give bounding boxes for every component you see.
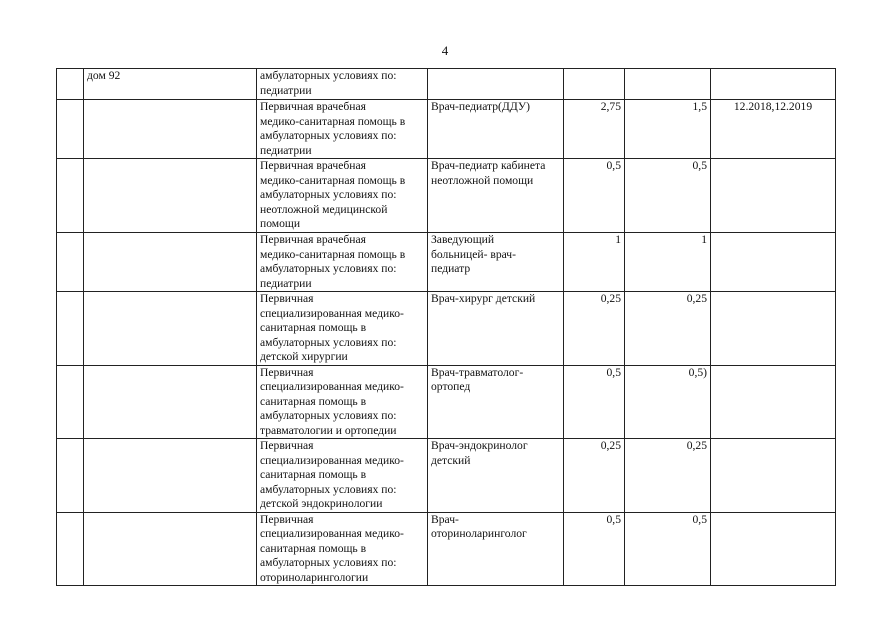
table-row bbox=[57, 100, 836, 159]
dates-cell bbox=[711, 512, 836, 586]
service-cell: Первичная специализированная медико- санитарная помощь в амбулаторных условиях по: детской хирургии bbox=[257, 292, 428, 366]
rate-filled-cell: 0,5 bbox=[625, 512, 711, 586]
table-row bbox=[57, 159, 836, 233]
position-cell: Врач-травматолог- ортопед bbox=[428, 365, 564, 439]
index-cell bbox=[57, 233, 84, 292]
dates-cell bbox=[711, 69, 836, 100]
index-cell bbox=[57, 512, 84, 586]
service-cell: Первичная врачебная медико-санитарная помощь в амбулаторных условиях по: педиатрии bbox=[257, 233, 428, 292]
address-cell bbox=[84, 159, 257, 233]
index-cell bbox=[57, 292, 84, 366]
address-cell bbox=[84, 292, 257, 366]
rate-total-cell bbox=[564, 69, 625, 100]
address-cell bbox=[84, 439, 257, 513]
rate-filled-cell bbox=[625, 69, 711, 100]
service-cell: Первичная специализированная медико- санитарная помощь в амбулаторных условиях по: оториноларингологии bbox=[257, 512, 428, 586]
position-cell: Врач-педиатр кабинета неотложной помощи bbox=[428, 159, 564, 233]
rate-total-cell: 0,5 bbox=[564, 159, 625, 233]
address-cell bbox=[84, 100, 257, 159]
index-cell bbox=[57, 159, 84, 233]
rate-filled-cell: 0,5 bbox=[625, 159, 711, 233]
dates-cell bbox=[711, 159, 836, 233]
table-row bbox=[57, 365, 836, 439]
service-cell: Первичная врачебная медико-санитарная помощь в амбулаторных условиях по: педиатрии bbox=[257, 100, 428, 159]
position-cell: Врач-хирург детский bbox=[428, 292, 564, 366]
dates-cell bbox=[711, 233, 836, 292]
index-cell bbox=[57, 69, 84, 100]
staffing-table bbox=[56, 68, 836, 586]
rate-filled-cell: 1,5 bbox=[625, 100, 711, 159]
dates-cell bbox=[711, 439, 836, 513]
service-cell: Первичная специализированная медико- санитарная помощь в амбулаторных условиях по: детской эндокринологии bbox=[257, 439, 428, 513]
rate-total-cell: 0,25 bbox=[564, 439, 625, 513]
rate-total-cell: 2,75 bbox=[564, 100, 625, 159]
dates-cell: 12.2018,12.2019 bbox=[711, 100, 836, 159]
position-cell: Врач-педиатр(ДДУ) bbox=[428, 100, 564, 159]
rate-filled-cell: 1 bbox=[625, 233, 711, 292]
rate-total-cell: 0,25 bbox=[564, 292, 625, 366]
rate-total-cell: 0,5 bbox=[564, 512, 625, 586]
index-cell bbox=[57, 100, 84, 159]
position-cell: Врач-эндокринолог детский bbox=[428, 439, 564, 513]
table-row bbox=[57, 439, 836, 513]
rate-total-cell: 0,5 bbox=[564, 365, 625, 439]
service-cell: Первичная специализированная медико- санитарная помощь в амбулаторных условиях по: травматологии и ортопедии bbox=[257, 365, 428, 439]
dates-cell bbox=[711, 365, 836, 439]
table-row bbox=[57, 292, 836, 366]
rate-total-cell: 1 bbox=[564, 233, 625, 292]
table-row bbox=[57, 233, 836, 292]
address-cell: дом 92 bbox=[84, 69, 257, 100]
dates-cell bbox=[711, 292, 836, 366]
position-cell bbox=[428, 69, 564, 100]
address-cell bbox=[84, 512, 257, 586]
address-cell bbox=[84, 365, 257, 439]
position-cell: Врач- оториноларинголог bbox=[428, 512, 564, 586]
rate-filled-cell: 0,5) bbox=[625, 365, 711, 439]
service-cell: Первичная врачебная медико-санитарная помощь в амбулаторных условиях по: неотложной медицинской помощи bbox=[257, 159, 428, 233]
service-cell: амбулаторных условиях по: педиатрии bbox=[257, 69, 428, 100]
address-cell bbox=[84, 233, 257, 292]
position-cell: Заведующий больницей- врач- педиатр bbox=[428, 233, 564, 292]
page-number: 4 bbox=[441, 43, 449, 58]
index-cell bbox=[57, 439, 84, 513]
table-row bbox=[57, 69, 836, 100]
rate-filled-cell: 0,25 bbox=[625, 439, 711, 513]
table-row bbox=[57, 512, 836, 586]
rate-filled-cell: 0,25 bbox=[625, 292, 711, 366]
index-cell bbox=[57, 365, 84, 439]
